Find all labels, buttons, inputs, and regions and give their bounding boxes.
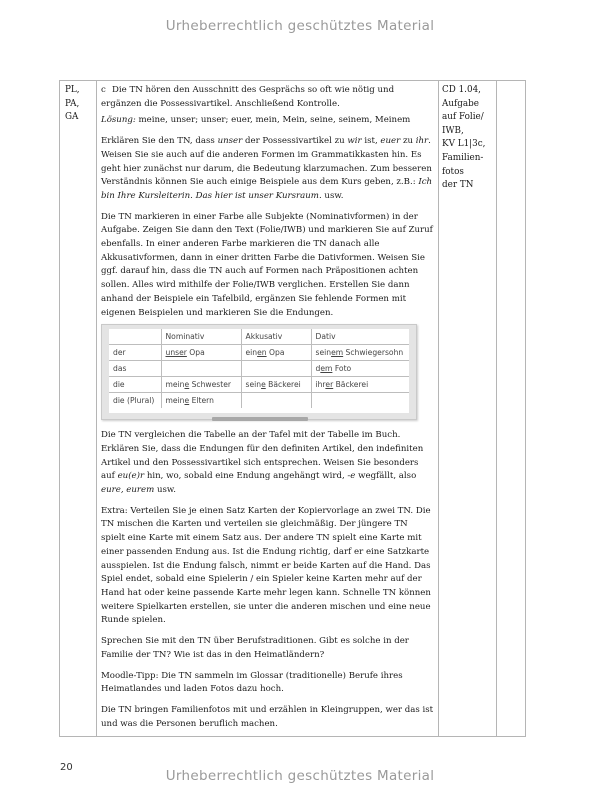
text-run: Eltern — [189, 395, 214, 405]
header-cell: Akkusativ — [241, 329, 311, 345]
media-column — [442, 84, 494, 193]
table-cell — [161, 361, 241, 377]
text-run: unser — [165, 347, 187, 357]
media-item: IWB, — [442, 125, 464, 136]
explanation-paragraph — [101, 135, 434, 204]
copyright-watermark-bottom: Urheberrechtlich geschütztes Material — [165, 768, 435, 784]
table-row — [109, 377, 409, 393]
table-cell — [241, 393, 311, 409]
text-run: Erklären Sie den TN, dass — [101, 136, 218, 147]
text-run: ihr — [415, 136, 429, 147]
column-divider — [438, 81, 439, 736]
social-form-item: GA — [65, 112, 79, 123]
text-run: der Possessivartikel zu — [242, 136, 348, 147]
whiteboard-table — [101, 324, 417, 420]
text-run: euer — [380, 136, 401, 147]
table-row — [109, 361, 409, 377]
grammar-table — [109, 329, 409, 408]
row-label: der — [109, 345, 161, 361]
table-cell — [161, 377, 241, 393]
table-cell — [311, 345, 409, 361]
header-cell — [109, 329, 161, 345]
task-instruction — [101, 84, 434, 111]
marking-paragraph: Die TN markieren in einer Farbe alle Subjekte (Nominativformen) in der Aufgabe. Zeigen Sie dann den Text (Folie/IWB) und markieren Sie auf Zuruf ebenfalls. In einer anderen Farbe markieren die TN danach alle Akkusativformen, dann in einer dritten Farbe die Dativformen. Weisen Sie ggf. darauf hin, dass die TN auch auf Formen nach Präpositionen achten sollen. Alles wird mithilfe der Folie/IWB verglichen. Erstellen Sie dann anhand der Beispiele ein Tafelbild, ergänzen Sie fehlende Formen mit eigenen Beispielen und markieren Sie die Endungen. — [101, 211, 433, 318]
comparison-paragraph — [101, 429, 434, 498]
text-run: er — [325, 379, 334, 389]
table-row — [109, 345, 409, 361]
row-label: die (Plural) — [109, 393, 161, 409]
copyright-watermark-top: Urheberrechtlich geschütztes Material — [165, 18, 435, 34]
header-cell: Dativ — [311, 329, 409, 345]
text-run: em — [331, 347, 344, 357]
text-run: Schwiegersohn — [343, 347, 404, 357]
text-run: Opa — [266, 347, 285, 357]
header-cell: Nominativ — [161, 329, 241, 345]
text-run: Foto — [332, 363, 352, 373]
table-cell — [241, 345, 311, 361]
board-marker-tray — [212, 417, 308, 421]
text-run: wegfällt, also — [355, 471, 417, 482]
extra-paragraph: Extra: Verteilen Sie je einen Satz Karten der Kopiervorlage an zwei TN. Die TN mischen die Karten und verteilen sie gleichmäßig. Der jüngere TN spielt eine Karte mit einem Satz aus. Der andere TN spielt eine Karte mit einer passenden Endung aus. Ist die Endung richtig, darf er eine Satzkarte ausspielen. Ist die Endung falsch, nimmt er beide Karten auf die Hand. Das Spiel endet, sobald eine Spielerin / ein Spieler keine Karten mehr auf der Hand hat oder keine passende Karte mehr legen kann. Schnelle TN können weitere Spielkarten erstellen, sie unter die anderen mischen und eine neue Runde spielen. — [101, 505, 431, 626]
social-form-item: PL, — [65, 85, 80, 95]
lesson-plan-table — [59, 80, 526, 737]
whiteboard-surface — [109, 329, 409, 413]
table-cell — [161, 393, 241, 409]
text-run: wir — [347, 136, 362, 147]
family-photos-paragraph: Die TN bringen Familienfotos mit und erzählen in Kleingruppen, wer das ist und was die Personen beruflich machen. — [101, 704, 434, 729]
solution-line — [101, 114, 434, 128]
media-item: CD 1.04, — [442, 85, 481, 95]
example-sentence: Ich bin Ihre Kursleiterin. Das hier ist unser Kursraum. — [101, 177, 433, 201]
text-run: mein — [165, 379, 185, 389]
task-text: Die TN hören den Ausschnitt des Gesprächs so oft wie nötig und ergänzen die Possessivartikel. Anschließend Kontrolle. — [101, 85, 395, 109]
solution-text: meine, unser; unser; euer, mein, Mein, seine, seinem, Meinem — [135, 115, 411, 126]
solution-label: Lösung: — [101, 115, 136, 126]
text-run: ihr — [315, 379, 326, 389]
text-run: eu(e)r — [117, 471, 145, 482]
text-run: Bäckerei — [265, 379, 301, 389]
table-cell — [311, 393, 409, 409]
table-cell — [241, 361, 311, 377]
text-run: Die TN vergleichen die Tabelle an der Tafel mit der Tabelle im Buch. Erklären Sie, dass die Endungen für den definiten Artikel, den indefiniten Artikel und den Possessivartikel sich entsprechen. Weisen Sie besonders auf — [101, 430, 424, 482]
moodle-tip-paragraph: Moodle-Tipp: Die TN sammeln im Glossar (traditionelle) Berufe ihres Heimatlandes und laden Fotos dazu hoch. — [101, 670, 403, 695]
media-item: der TN — [442, 180, 474, 191]
text-run: usw. — [154, 485, 176, 496]
text-run: usw. — [321, 190, 344, 201]
text-run: d — [315, 363, 321, 373]
page-number: 20 — [60, 762, 73, 773]
text-run: Schwester — [189, 379, 232, 389]
text-run: e — [261, 379, 266, 389]
text-run: en — [257, 347, 267, 357]
social-form-item: PA, — [65, 98, 80, 109]
text-run: sein — [245, 379, 262, 389]
text-run: ist, — [361, 136, 381, 147]
table-row — [109, 393, 409, 409]
table-header-row — [109, 329, 409, 345]
text-run: unser — [217, 136, 243, 147]
media-item: Familien- — [442, 152, 484, 163]
text-run: e — [184, 395, 190, 405]
text-run: em — [320, 363, 333, 373]
social-form-column — [65, 84, 95, 125]
career-traditions-paragraph: Sprechen Sie mit den TN über Berufstraditionen. Gibt es solche in der Familie der TN? Wie ist das in den Heimatländern? — [101, 636, 409, 660]
row-label: das — [109, 361, 161, 377]
row-label: die — [109, 377, 161, 393]
text-run: Opa — [186, 347, 205, 357]
table-cell — [241, 377, 311, 393]
text-run: ein — [245, 347, 258, 357]
text-run: Bäckerei — [333, 379, 369, 389]
table-cell — [161, 345, 241, 361]
media-item: auf Folie/ — [442, 112, 484, 123]
text-run: zu — [400, 136, 416, 147]
text-run: -e — [347, 471, 356, 482]
media-item: KV L1|3c, — [442, 139, 486, 150]
table-cell — [311, 377, 409, 393]
column-divider — [96, 81, 97, 736]
text-run: hin, wo, sobald eine Endung angehängt wird, — [144, 471, 348, 482]
task-letter: c — [101, 85, 106, 95]
media-item: fotos — [442, 166, 464, 177]
text-run: e — [184, 379, 190, 389]
text-run: sein — [315, 347, 332, 357]
text-run: mein — [165, 395, 185, 405]
media-item: Aufgabe — [442, 98, 479, 109]
text-run: . Weisen Sie sie auch auf die anderen Formen im Grammatikkasten hin. Es geht hier zunächst nur darum, die Bedeutung klarzumachen. Zum besseren Verständnis können Sie auch einige Beispiele aus dem Kurs geben, z.B.: — [101, 136, 432, 188]
text-run: eure, eurem — [101, 485, 155, 496]
table-cell — [311, 361, 409, 377]
procedure-column — [101, 84, 434, 738]
column-divider — [496, 81, 497, 736]
